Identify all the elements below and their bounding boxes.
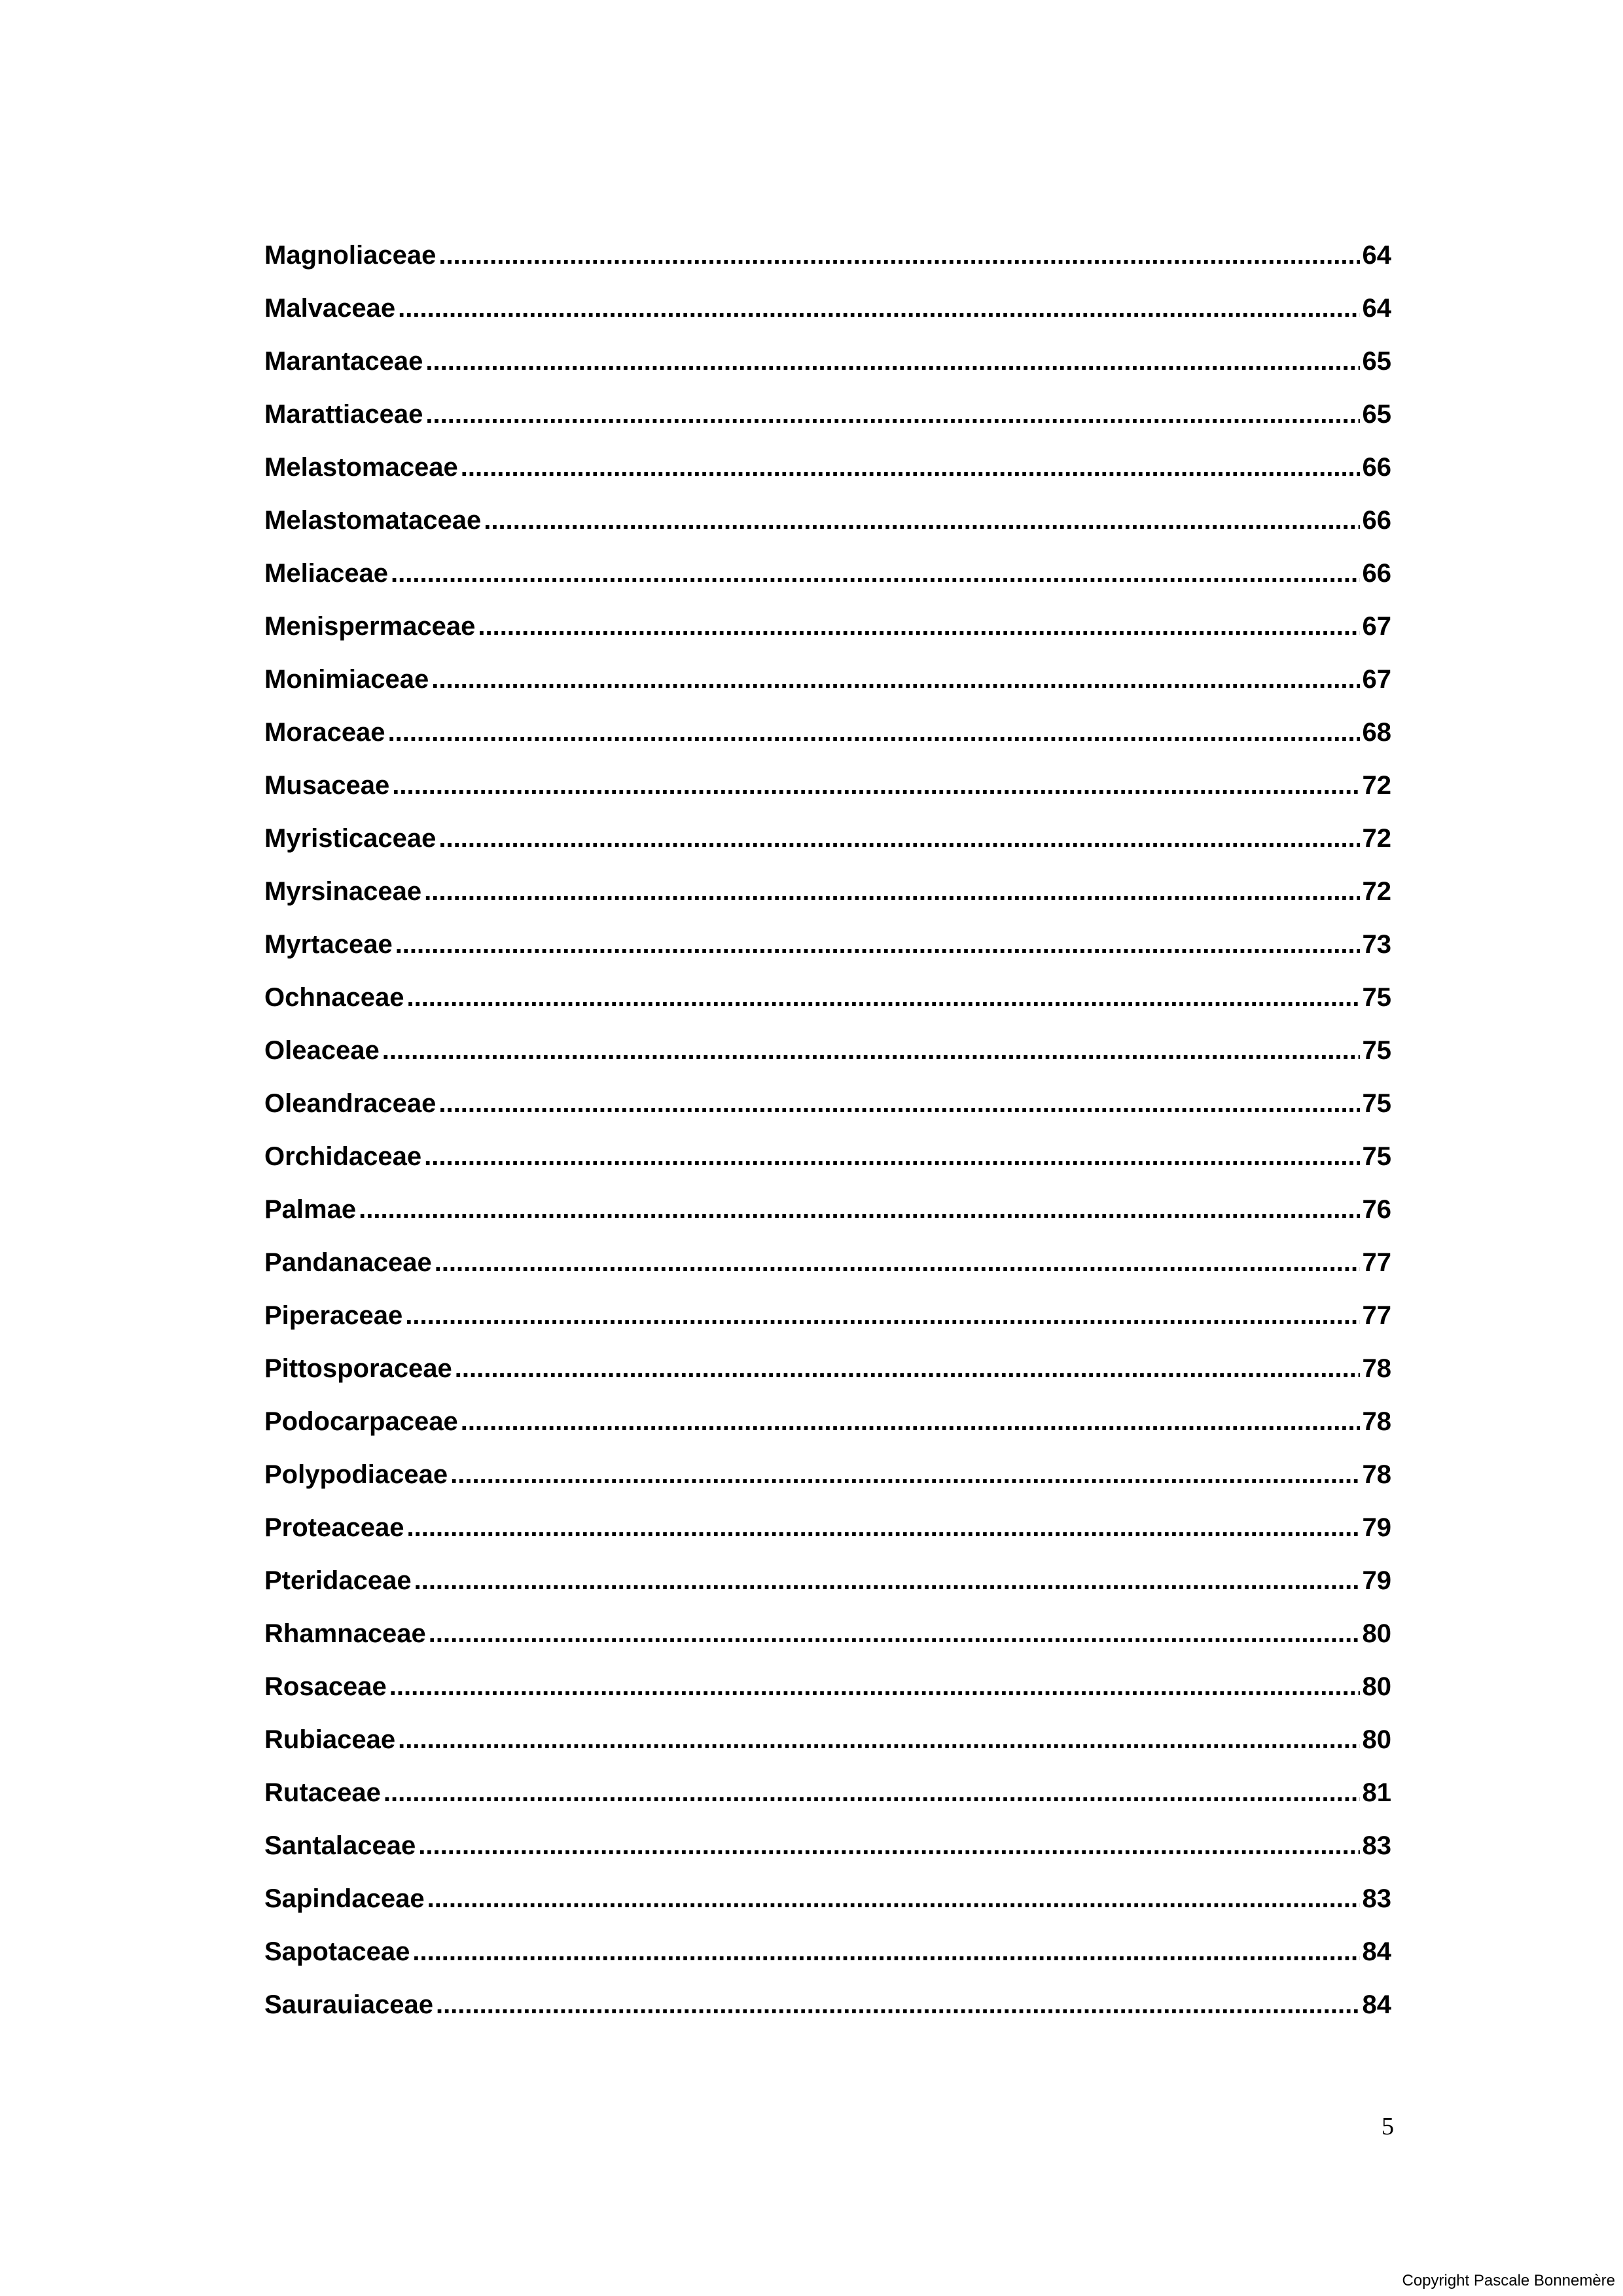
toc-dot-leader (455, 1342, 1360, 1395)
toc-entry[interactable] (264, 1607, 1391, 1660)
toc-entry[interactable] (264, 547, 1391, 600)
toc-entry[interactable] (264, 1501, 1391, 1554)
toc-entry[interactable] (264, 1130, 1391, 1183)
toc-entry[interactable] (264, 1820, 1391, 1873)
toc-entry-name: Myrtaceae (264, 930, 393, 959)
toc-entry-page: 80 (1362, 1619, 1391, 1648)
toc-dot-leader (405, 1289, 1359, 1342)
toc-entry[interactable] (264, 1395, 1391, 1448)
toc-entry-name: Sapindaceae (264, 1884, 425, 1913)
toc-entry-page: 76 (1362, 1195, 1391, 1224)
toc-dot-leader (359, 1183, 1359, 1236)
toc-entry-name: Moraceae (264, 718, 385, 747)
toc-entry-name: Myristicaceae (264, 824, 437, 853)
toc-entry-page: 78 (1362, 1407, 1391, 1436)
toc-dot-leader (418, 1820, 1359, 1873)
toc-entry-page: 66 (1362, 506, 1391, 535)
toc-entry[interactable] (264, 494, 1391, 547)
toc-entry-name: Sapotaceae (264, 1937, 410, 1966)
toc-entry[interactable] (264, 335, 1391, 388)
toc-entry-page: 75 (1362, 1142, 1391, 1171)
toc-dot-leader (461, 441, 1360, 494)
toc-entry-page: 80 (1362, 1725, 1391, 1754)
toc-entry-name: Proteaceae (264, 1513, 404, 1542)
toc-dot-leader (484, 494, 1359, 547)
toc-entry-name: Monimiaceae (264, 665, 429, 694)
toc-dot-leader (398, 1713, 1359, 1767)
toc-entry[interactable] (264, 1448, 1391, 1501)
toc-entry-name: Pittosporaceae (264, 1354, 452, 1383)
toc-entry[interactable] (264, 600, 1391, 653)
toc-entry[interactable] (264, 1660, 1391, 1713)
toc-dot-leader (388, 706, 1360, 759)
toc-entry-name: Palmae (264, 1195, 357, 1224)
toc-entry-page: 77 (1362, 1301, 1391, 1330)
toc-entry-name: Santalaceae (264, 1831, 416, 1860)
toc-entry[interactable] (264, 1554, 1391, 1607)
toc-entry-name: Pteridaceae (264, 1566, 412, 1595)
page-number: 5 (1382, 2113, 1394, 2140)
toc-entry-name: Malvaceae (264, 294, 396, 323)
toc-dot-leader (425, 335, 1359, 388)
toc-dot-leader (414, 1554, 1360, 1607)
toc-entry-page: 78 (1362, 1460, 1391, 1489)
toc-entry-name: Musaceae (264, 771, 390, 800)
toc-entry-name: Rosaceae (264, 1672, 387, 1701)
toc-entry-page: 73 (1362, 930, 1391, 959)
toc-dot-leader (438, 1077, 1359, 1130)
toc-dot-leader (461, 1395, 1360, 1448)
toc-dot-leader (395, 918, 1360, 971)
toc-entry[interactable] (264, 1289, 1391, 1342)
toc-entry[interactable] (264, 1767, 1391, 1820)
toc-entry-page: 80 (1362, 1672, 1391, 1701)
toc-entry-name: Marattiaceae (264, 400, 423, 429)
toc-entry-page: 68 (1362, 718, 1391, 747)
toc-entry-name: Melastomataceae (264, 506, 482, 535)
toc-entry[interactable] (264, 706, 1391, 759)
toc-dot-leader (427, 1873, 1360, 1926)
toc-entry-page: 83 (1362, 1831, 1391, 1860)
toc-entry[interactable] (264, 1873, 1391, 1926)
toc-entry-page: 66 (1362, 453, 1391, 482)
copyright-notice: Copyright Pascale Bonnemère (1402, 2272, 1615, 2289)
toc-dot-leader (406, 971, 1359, 1024)
toc-entry-name: Magnoliaceae (264, 241, 437, 270)
toc-entry[interactable] (264, 1979, 1391, 2032)
toc-entry[interactable] (264, 1077, 1391, 1130)
toc-entry-name: Saurauiaceae (264, 1990, 433, 2019)
toc-entry-name: Pandanaceae (264, 1248, 432, 1277)
toc-entry-name: Oleaceae (264, 1036, 380, 1065)
toc-entry-name: Piperaceae (264, 1301, 403, 1330)
toc-entry-page: 65 (1362, 347, 1391, 376)
toc-entry-name: Podocarpaceae (264, 1407, 458, 1436)
toc-entry-name: Orchidaceae (264, 1142, 422, 1171)
toc-dot-leader (478, 600, 1359, 653)
toc-entry[interactable] (264, 229, 1391, 282)
toc-entry-page: 72 (1362, 877, 1391, 906)
toc-entry[interactable] (264, 918, 1391, 971)
toc-entry[interactable] (264, 971, 1391, 1024)
toc-dot-leader (412, 1926, 1359, 1979)
toc-dot-leader (382, 1024, 1360, 1077)
toc-entry-name: Meliaceae (264, 559, 389, 588)
toc-entry-page: 75 (1362, 1036, 1391, 1065)
toc-entry-page: 84 (1362, 1990, 1391, 2019)
toc-dot-leader (424, 865, 1359, 918)
toc-entry-page: 65 (1362, 400, 1391, 429)
toc-dot-leader (391, 547, 1359, 600)
toc-dot-leader (406, 1501, 1359, 1554)
toc-entry-page: 75 (1362, 983, 1391, 1012)
toc-entry[interactable] (264, 1024, 1391, 1077)
toc-dot-leader (435, 1236, 1360, 1289)
toc-entry[interactable] (264, 812, 1391, 865)
toc-dot-leader (436, 1979, 1360, 2032)
toc-entry[interactable] (264, 759, 1391, 812)
toc-dot-leader (438, 812, 1359, 865)
toc-dot-leader (450, 1448, 1359, 1501)
toc-entry[interactable] (264, 1183, 1391, 1236)
toc-entry[interactable] (264, 1342, 1391, 1395)
toc-entry-page: 67 (1362, 612, 1391, 641)
toc-dot-leader (431, 653, 1359, 706)
toc-entry-name: Menispermaceae (264, 612, 476, 641)
table-of-contents (264, 229, 1391, 2032)
toc-entry[interactable] (264, 865, 1391, 918)
toc-entry-name: Rubiaceae (264, 1725, 396, 1754)
toc-entry-page: 67 (1362, 665, 1391, 694)
toc-entry-page: 64 (1362, 294, 1391, 323)
toc-entry-name: Melastomaceae (264, 453, 458, 482)
toc-entry-page: 77 (1362, 1248, 1391, 1277)
toc-entry[interactable] (264, 653, 1391, 706)
toc-entry-page: 79 (1362, 1513, 1391, 1542)
toc-dot-leader (383, 1767, 1360, 1820)
toc-entry-page: 66 (1362, 559, 1391, 588)
toc-entry-page: 72 (1362, 771, 1391, 800)
toc-entry[interactable] (264, 282, 1391, 335)
toc-entry-name: Rutaceae (264, 1778, 381, 1807)
toc-entry-name: Ochnaceae (264, 983, 404, 1012)
toc-entry-name: Myrsinaceae (264, 877, 422, 906)
toc-dot-leader (398, 282, 1359, 335)
toc-entry-page: 64 (1362, 241, 1391, 270)
toc-dot-leader (438, 229, 1359, 282)
toc-entry[interactable] (264, 388, 1391, 441)
toc-entry[interactable] (264, 1236, 1391, 1289)
toc-dot-leader (425, 388, 1359, 441)
toc-entry-page: 84 (1362, 1937, 1391, 1966)
toc-entry-page: 75 (1362, 1089, 1391, 1118)
toc-entry-page: 72 (1362, 824, 1391, 853)
toc-entry-page: 83 (1362, 1884, 1391, 1913)
toc-entry-name: Polypodiaceae (264, 1460, 448, 1489)
toc-entry-name: Oleandraceae (264, 1089, 437, 1118)
toc-entry[interactable] (264, 1713, 1391, 1767)
toc-entry-page: 79 (1362, 1566, 1391, 1595)
toc-dot-leader (429, 1607, 1360, 1660)
toc-dot-leader (389, 1660, 1360, 1713)
toc-entry-name: Marantaceae (264, 347, 423, 376)
toc-entry[interactable] (264, 1926, 1391, 1979)
toc-dot-leader (392, 759, 1359, 812)
toc-entry-name: Rhamnaceae (264, 1619, 426, 1648)
toc-entry-page: 81 (1362, 1778, 1391, 1807)
toc-dot-leader (424, 1130, 1359, 1183)
toc-entry[interactable] (264, 441, 1391, 494)
toc-entry-page: 78 (1362, 1354, 1391, 1383)
